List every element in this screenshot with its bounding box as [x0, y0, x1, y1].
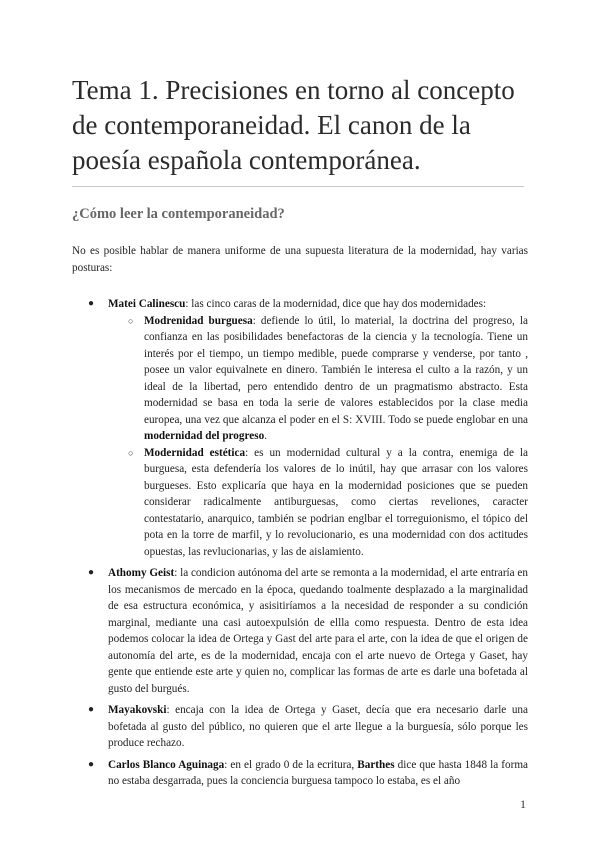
term-text: : es un modernidad cultural y a la contra, enemiga de la burguesa, esta defendería los valores de lo inútil, hay que arrasar con los valores burgueses. Esto explicaría que haya en la modernidad posiciones que se pueden considerar radicalmente antiburguesas, como ciertas reveliones, caracter contestatario, anarquico, también se podrian englbar el torreguionismo, el tópico del pota en la torre de marfil, y lo revolucionario, es una modernidad con dos actitudes opuestas, las revlucionarias, y las de aislamiento.: [144, 446, 528, 558]
term-tail: .: [264, 430, 267, 442]
term-emphasis: modernidad del progreso: [144, 430, 265, 442]
item-text: : encaja con la idea de Ortega y Gaset, decía que era necesario darle una bofetada al gusto del público, no quieren que el arte llegue a la burguesía, sólo porque les produce rechazo.: [108, 704, 528, 749]
document-body: [72, 243, 528, 795]
term-name: Modernidad estética: [144, 446, 246, 459]
item-text: : las cinco caras de la modernidad, dice que hay dos modernidades:: [185, 298, 487, 310]
sub-bullet-icon: ○: [128, 447, 134, 458]
title-divider: [72, 186, 524, 187]
page-number: 1: [520, 797, 526, 811]
item-text: : la condicion autónoma del arte se remonta a la modernidad, el arte entraría en los mecanismos de mercado en la época, quedando toalmente desplazado a la marginalidad de esa estructura económica, y asisitiríamos a la necesidad de responder a su condición marginal, mediante una casi autoexpulsión de ellla como respuesta. Dentro de esta idea podemos colocar la idea de Ortega y Gast del arte para el arte, con la idea de que el origen de autonomía del arte, es de la modernidad, encaja con el arte nuevo de Ortega y Gaset, hay gente que entiende este arte y quien no, complicar las formas de arte es darle una bofetada al gusto del burgués.: [108, 567, 528, 695]
author-name-secondary: Barthes: [357, 758, 395, 771]
authors-list: [72, 296, 528, 790]
list-item-calinescu: [72, 296, 528, 560]
bullet-icon: ●: [88, 298, 95, 309]
author-name: Matei Calinescu: [108, 298, 186, 310]
list-item-mayakovski: [72, 702, 528, 752]
modernities-sublist: [108, 313, 528, 561]
intro-paragraph: No es posible hablar de manera uniforme de una supuesta literatura de la modernidad, hay varias posturas:: [72, 245, 528, 274]
author-name: Mayakovski: [108, 704, 167, 716]
bullet-icon: ●: [88, 567, 95, 578]
item-text: : en el grado 0 de la ecritura,: [224, 758, 358, 771]
section-heading: ¿Cómo leer la contemporaneidad?: [72, 206, 285, 222]
sublist-item-burguesa: [108, 313, 528, 445]
sub-bullet-icon: ○: [128, 315, 134, 326]
bullet-icon: ●: [88, 758, 95, 770]
author-name: Carlos Blanco Aguinaga: [108, 758, 225, 771]
list-item-blanco-aguinaga: [72, 757, 528, 790]
sublist-item-estetica: [108, 445, 528, 561]
term-text: : defiende lo útil, lo material, la doctrina del progreso, la confianza en las posibilidades benefactoras de la ciencia y la tecnología. Tiene un interés por el tiempo, un tiempo medible, puede comprarse y venderse, por tanto , posee un valor equivalnete en dinero. También le interesa el culto a la razón, y un ideal de la libertad, pero entendido dentro de un pragmatismo abstracto. Esta modernidad se basa en toda la serie de valores establecidos por la clase media europea, una vez que alcanza el poder en el S: XVIII. Todo se puede englobar en una: [144, 314, 528, 426]
term-name: Modrenidad burguesa: [144, 314, 253, 327]
bullet-icon: ●: [88, 704, 95, 715]
author-name: Athomy Geist: [108, 567, 175, 579]
list-item-geist: [72, 565, 528, 697]
document-title: Tema 1. Precisiones en torno al concepto de contemporaneidad. El canon de la poesía española contemporánea.: [72, 75, 515, 175]
item-text-secondary: dice que hasta 1848 la forma no estaba desgarrada, pues la conciencia burguesa tampoco lo estaba, es el año: [108, 758, 528, 787]
